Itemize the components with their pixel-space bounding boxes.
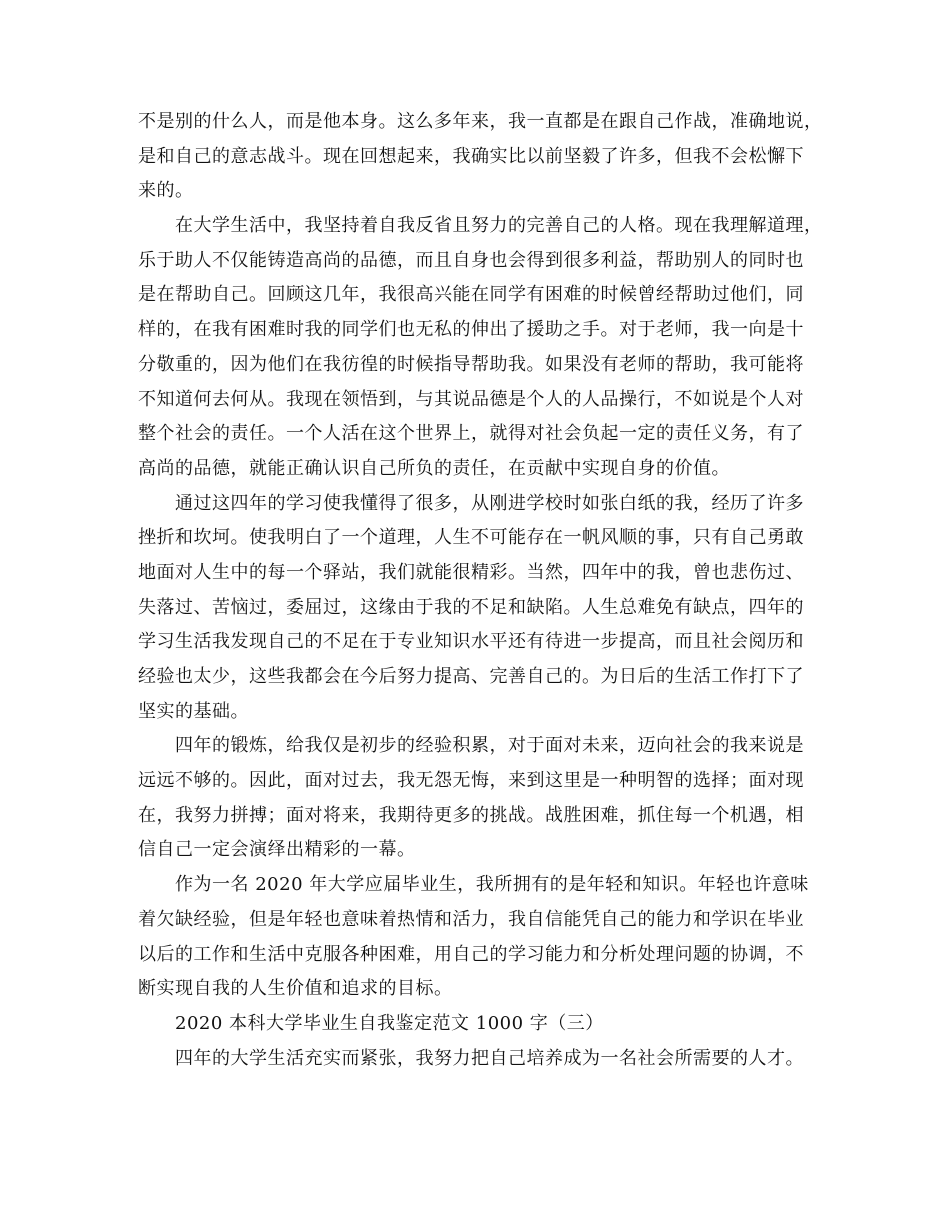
text-line: 以后的工作和生活中克服各种困难，用自己的学习能力和分析处理问题的协调，不 <box>138 943 804 965</box>
text-line: 是在帮助自己。回顾这几年，我很高兴能在同学有困难的时候曾经帮助过他们，同 <box>138 284 804 306</box>
text-line: 高尚的品德，就能正确认识自己所负的责任，在贡献中实现自身的价值。 <box>138 457 730 479</box>
text-line: 乐于助人不仅能铸造高尚的品德，而且自身也会得到很多利益，帮助别人的同时也 <box>138 249 804 271</box>
text-line: 在大学生活中，我坚持着自我反省且努力的完善自己的人格。现在我理解道理， <box>175 215 823 237</box>
text-line: 信自己一定会演绎出精彩的一幕。 <box>138 839 416 861</box>
text-line: 不是别的什么人，而是他本身。这么多年来，我一直都是在跟自己作战，准确地说， <box>138 111 823 132</box>
text-line: 学习生活我发现自己的不足在于专业知识水平还有待进一步提高，而且社会阅历和 <box>138 631 804 653</box>
text-line: 整个社会的责任。一个人活在这个世界上，就得对社会负起一定的责任义务，有了 <box>138 423 804 445</box>
text-line: 2020 本科大学毕业生自我鉴定范文 1000 字（三） <box>175 1012 604 1034</box>
text-line: 四年的大学生活充实而紧张，我努力把自己培养成为一名社会所需要的人才。 <box>175 1047 804 1069</box>
text-line: 不知道何去何从。我现在领悟到，与其说品德是个人的人品操行，不如说是个人对 <box>138 388 804 410</box>
text-line: 是和自己的意志战斗。现在回想起来，我确实比以前坚毅了许多，但我不会松懈下 <box>138 145 804 167</box>
text-line: 来的。 <box>138 180 194 202</box>
text-line: 样的，在我有困难时我的同学们也无私的伸出了援助之手。对于老师，我一向是十 <box>138 319 804 341</box>
text-line: 断实现自我的人生价值和追求的目标。 <box>138 978 453 1000</box>
text-line: 着欠缺经验，但是年轻也意味着热情和活力，我自信能凭自己的能力和学识在毕业 <box>138 908 804 930</box>
text-line: 在，我努力拼搏；面对将来，我期待更多的挑战。战胜困难，抓住每一个机遇，相 <box>138 804 804 826</box>
text-line: 地面对人生中的每一个驿站，我们就能很精彩。当然，四年中的我，曾也悲伤过、 <box>138 561 804 583</box>
text-line: 通过这四年的学习使我懂得了很多，从刚进学校时如张白纸的我，经历了许多 <box>175 492 804 514</box>
text-line: 远远不够的。因此，面对过去，我无怨无悔，来到这里是一种明智的选择；面对现 <box>138 770 804 792</box>
text-line: 四年的锻炼，给我仅是初步的经验积累，对于面对未来，迈向社会的我来说是 <box>175 735 804 757</box>
text-line: 作为一名 2020 年大学应届毕业生，我所拥有的是年轻和知识。年轻也许意味 <box>175 874 809 896</box>
text-line: 经验也太少，这些我都会在今后努力提高、完善自己的。为日后的生活工作打下了 <box>138 666 804 687</box>
text-line: 失落过、苦恼过，委屈过，这缘由于我的不足和缺陷。人生总难免有缺点，四年的 <box>138 596 804 618</box>
text-line: 挫折和坎坷。使我明白了一个道理，人生不可能存在一帆风顺的事，只有自己勇敢 <box>138 527 804 549</box>
text-line: 分敬重的，因为他们在我彷徨的时候指导帮助我。如果没有老师的帮助，我可能将 <box>138 353 804 375</box>
text-line: 坚实的基础。 <box>138 700 249 722</box>
document-body <box>138 105 823 1076</box>
